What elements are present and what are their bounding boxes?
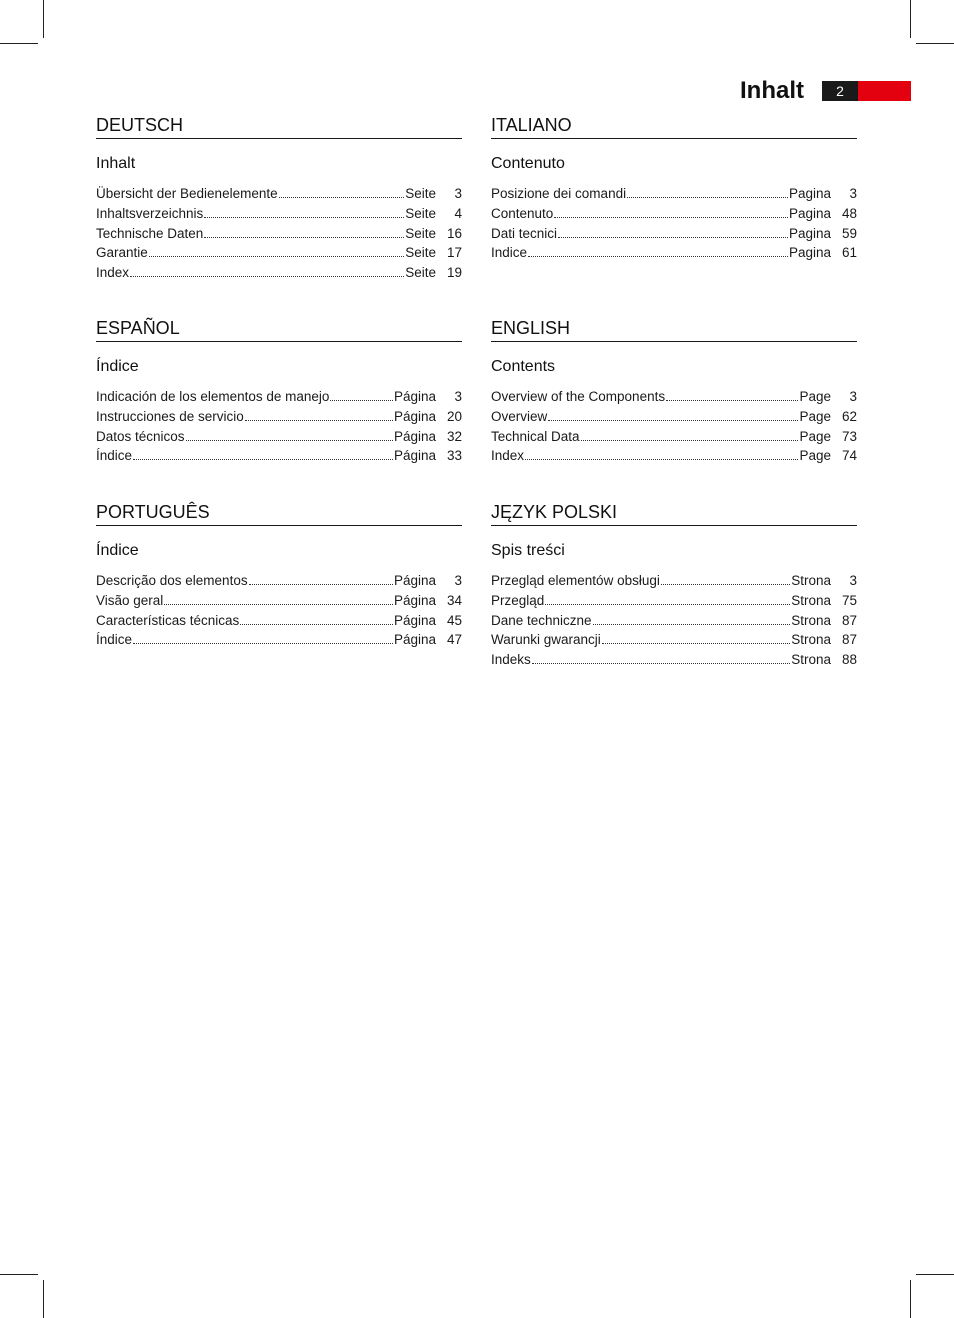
- crop-mark: [910, 0, 911, 38]
- toc-page-word: Pagina: [788, 186, 831, 201]
- toc-page-number: 32: [446, 428, 462, 444]
- dot-leader: [186, 439, 393, 441]
- toc-entry[interactable]: [96, 204, 462, 224]
- dot-leader: [133, 642, 393, 644]
- toc-page-number: 88: [841, 652, 857, 668]
- toc-entry-label: Dati tecnici: [491, 225, 558, 241]
- toc-entry[interactable]: [491, 650, 857, 670]
- toc-entry-label: Posizione dei comandi: [491, 186, 627, 201]
- toc-entry[interactable]: [491, 611, 857, 631]
- dot-leader: [661, 583, 790, 585]
- toc-section-portugues: [96, 500, 462, 650]
- dot-leader: [164, 603, 393, 605]
- toc-entry-label: Dane techniczne: [491, 612, 592, 628]
- toc-page-word: Strona: [791, 592, 831, 608]
- toc-page-word: Seite: [405, 205, 436, 221]
- crop-mark: [43, 0, 44, 38]
- toc-page-number: 3: [849, 573, 857, 588]
- language-heading: ESPAÑOL: [96, 316, 462, 342]
- toc-page-number: 47: [446, 632, 462, 648]
- toc-entry-label: Technische Daten: [96, 225, 204, 241]
- crop-mark: [910, 1280, 911, 1318]
- toc-entry-label: Datos técnicos: [96, 428, 185, 444]
- toc-entry[interactable]: [96, 571, 462, 591]
- crop-mark: [0, 43, 38, 44]
- brand-color-bar: [858, 81, 911, 101]
- language-heading: PORTUGUÊS: [96, 500, 462, 526]
- toc-entry[interactable]: [96, 446, 462, 466]
- toc-entry-label: Technical Data: [491, 428, 580, 444]
- toc-section-italiano: [491, 113, 857, 263]
- toc-entry-label: Características técnicas: [96, 612, 240, 628]
- toc-entry-label: Indicación de los elementos de manejo: [96, 389, 330, 404]
- dot-leader: [525, 458, 798, 460]
- toc-entry[interactable]: [96, 263, 462, 283]
- toc-page-number: 73: [841, 428, 857, 444]
- section-subtitle: Contents: [491, 358, 556, 375]
- dot-leader: [627, 196, 788, 198]
- section-subtitle: Inhalt: [96, 155, 136, 172]
- toc-entry[interactable]: [96, 611, 462, 631]
- toc-entry-label: Descrição dos elementos: [96, 573, 248, 588]
- toc-page-number: 61: [841, 245, 857, 261]
- toc-page-word: Page: [799, 389, 831, 404]
- toc-entry-label: Índice: [96, 448, 133, 464]
- toc-entry-label: Indice: [491, 245, 528, 261]
- toc-page-number: 34: [446, 592, 462, 608]
- toc-entry-label: Przegląd elementów obsługi: [491, 573, 660, 588]
- toc-entry[interactable]: [491, 630, 857, 650]
- toc-entry[interactable]: [96, 243, 462, 263]
- toc-page-number: 45: [446, 612, 462, 628]
- toc-page-word: Page: [799, 428, 831, 444]
- section-subtitle: Índice: [96, 542, 139, 559]
- toc-entry[interactable]: [491, 446, 857, 466]
- toc-page-word: Página: [393, 612, 436, 628]
- section-subtitle: Índice: [96, 358, 139, 375]
- toc-page-word: Seite: [405, 225, 436, 241]
- toc-page-word: Página: [393, 408, 436, 424]
- toc-entry-label: Overview of the Components: [491, 389, 666, 404]
- toc-entry-label: Index: [96, 265, 130, 281]
- toc-page-number: 87: [841, 632, 857, 648]
- toc-page-number: 3: [849, 186, 857, 201]
- toc-page-number: 87: [841, 612, 857, 628]
- toc-entry-label: Inhaltsverzeichnis: [96, 205, 204, 221]
- dot-leader: [279, 196, 405, 198]
- crop-mark: [916, 1274, 954, 1275]
- toc-entry[interactable]: [491, 427, 857, 447]
- language-heading: DEUTSCH: [96, 113, 462, 139]
- dot-leader: [149, 255, 404, 257]
- toc-entry[interactable]: [491, 204, 857, 224]
- toc-section-polski: [491, 500, 857, 670]
- toc-page-number: 62: [841, 408, 857, 424]
- toc-entry-label: Instrucciones de servicio: [96, 408, 244, 424]
- dot-leader: [545, 603, 790, 605]
- toc-entry[interactable]: [491, 184, 857, 204]
- toc-page-word: Pagina: [788, 225, 831, 241]
- toc-entry-label: Indeks: [491, 652, 531, 668]
- toc-entry[interactable]: [96, 427, 462, 447]
- page-title: Inhalt: [740, 77, 804, 104]
- toc-page-number: 17: [446, 245, 462, 261]
- toc-page-number: 75: [841, 592, 857, 608]
- language-heading: ITALIANO: [491, 113, 857, 139]
- toc-entry[interactable]: [491, 571, 857, 591]
- toc-entry-label: Overview: [491, 408, 548, 424]
- dot-leader: [204, 216, 404, 218]
- dot-leader: [133, 458, 393, 460]
- dot-leader: [240, 623, 393, 625]
- toc-page-number: 20: [446, 408, 462, 424]
- toc-page-word: Página: [393, 592, 436, 608]
- crop-mark: [916, 43, 954, 44]
- toc-page-word: Página: [393, 448, 436, 464]
- toc-page-number: 59: [841, 225, 857, 241]
- toc-entry[interactable]: [491, 387, 857, 407]
- toc-page-number: 3: [849, 389, 857, 404]
- toc-entry[interactable]: [96, 591, 462, 611]
- toc-entry-label: Visão geral: [96, 592, 164, 608]
- dot-leader: [249, 583, 393, 585]
- toc-page-word: Pagina: [788, 245, 831, 261]
- dot-leader: [593, 623, 791, 625]
- toc-entry-label: Przegląd: [491, 592, 545, 608]
- toc-entry-label: Contenuto: [491, 205, 554, 221]
- toc-page-word: Strona: [791, 632, 831, 648]
- toc-entry[interactable]: [491, 224, 857, 244]
- toc-page-word: Página: [393, 573, 436, 588]
- toc-page-word: Seite: [405, 265, 436, 281]
- toc-entry[interactable]: [96, 407, 462, 427]
- toc-page-number: 3: [454, 389, 462, 404]
- page-number-badge: 2: [822, 81, 858, 101]
- toc-page-word: Página: [393, 389, 436, 404]
- toc-page-number: 48: [841, 205, 857, 221]
- toc-page-number: 16: [446, 225, 462, 241]
- toc-page-number: 74: [841, 448, 857, 464]
- language-heading: JĘZYK POLSKI: [491, 500, 857, 526]
- toc-section-espanol: [96, 316, 462, 466]
- dot-leader: [532, 662, 790, 664]
- dot-leader: [130, 275, 404, 277]
- toc-section-deutsch: [96, 113, 462, 283]
- crop-mark: [43, 1280, 44, 1318]
- crop-mark: [0, 1274, 38, 1275]
- toc-entry-label: Index: [491, 448, 525, 464]
- toc-entry-label: Warunki gwarancji: [491, 632, 601, 648]
- toc-entry-label: Índice: [96, 632, 133, 648]
- toc-entry-label: Übersicht der Bedienelemente: [96, 186, 278, 201]
- toc-entry-label: Garantie: [96, 245, 148, 261]
- toc-page-number: 33: [446, 448, 462, 464]
- toc-entry[interactable]: [491, 243, 857, 263]
- language-heading: ENGLISH: [491, 316, 857, 342]
- toc-page-number: 4: [454, 205, 462, 221]
- toc-page-number: 19: [446, 265, 462, 281]
- toc-entry[interactable]: [96, 224, 462, 244]
- dot-leader: [204, 236, 404, 238]
- toc-entry[interactable]: [96, 630, 462, 650]
- dot-leader: [581, 439, 799, 441]
- section-subtitle: Spis treści: [491, 542, 565, 559]
- toc-entry[interactable]: [491, 407, 857, 427]
- toc-page-word: Seite: [405, 186, 436, 201]
- toc-page-word: Seite: [405, 245, 436, 261]
- dot-leader: [528, 255, 788, 257]
- toc-entry[interactable]: [491, 591, 857, 611]
- toc-page-word: Pagina: [788, 205, 831, 221]
- dot-leader: [548, 419, 798, 421]
- dot-leader: [602, 642, 790, 644]
- dot-leader: [330, 399, 393, 401]
- toc-page-word: Strona: [791, 612, 831, 628]
- toc-page-word: Page: [799, 448, 831, 464]
- dot-leader: [558, 236, 788, 238]
- toc-page-word: Page: [799, 408, 831, 424]
- toc-page-number: 3: [454, 573, 462, 588]
- dot-leader: [554, 216, 788, 218]
- dot-leader: [666, 399, 798, 401]
- toc-entry[interactable]: [96, 184, 462, 204]
- toc-page-number: 3: [454, 186, 462, 201]
- toc-entry[interactable]: [96, 387, 462, 407]
- toc-page-word: Página: [393, 632, 436, 648]
- toc-page-word: Strona: [791, 652, 831, 668]
- toc-page-word: Página: [393, 428, 436, 444]
- toc-section-english: [491, 316, 857, 466]
- toc-page-word: Strona: [791, 573, 831, 588]
- dot-leader: [245, 419, 393, 421]
- section-subtitle: Contenuto: [491, 155, 565, 172]
